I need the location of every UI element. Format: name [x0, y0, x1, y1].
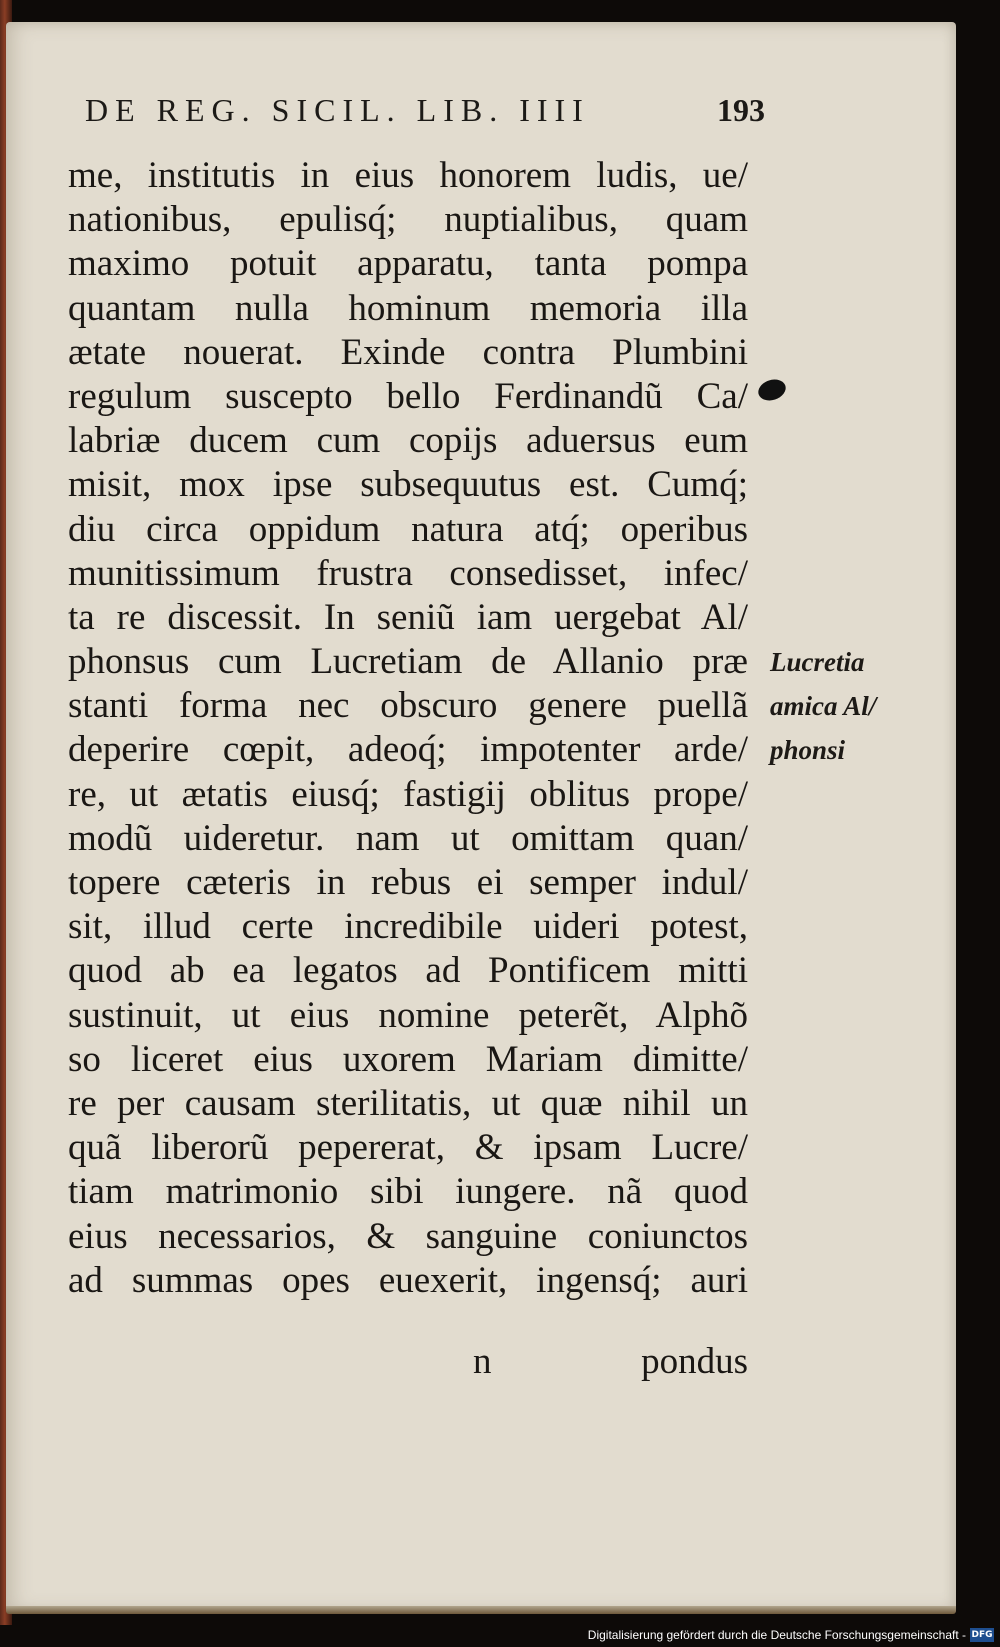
- text-line: deperire cœpit, adeoq́; impotenter arde/: [68, 729, 748, 771]
- text-line: ad summas opes euexerit, ingensq́; auri: [68, 1259, 748, 1301]
- catchword: pondus: [641, 1341, 748, 1382]
- signature-mark: n: [473, 1341, 492, 1382]
- text-line: maximo potuit apparatu, tanta pompa: [68, 243, 748, 285]
- text-line: ætate nouerat. Exinde contra Plumbini: [68, 331, 748, 373]
- text-line: modũ uideretur. nam ut omittam quan/: [68, 817, 748, 859]
- text-line: nationibus, epulisq́; nuptialibus, quam: [68, 199, 748, 241]
- main-text-block: [68, 154, 748, 1303]
- text-line: phonsus cum Lucretiam de Allanio præ: [68, 641, 748, 683]
- text-line: misit, mox ipse subsequutus est. Cumq́;: [68, 464, 748, 506]
- page-bottom-edge: [6, 1606, 956, 1614]
- marginal-note-line: amica Al/: [770, 691, 877, 721]
- text-line: eius necessarios, & sanguine coniunctos: [68, 1215, 748, 1257]
- running-head: [85, 92, 765, 129]
- text-line: topere cæteris in rebus ei semper indul/: [68, 862, 748, 903]
- text-line: ta re discessit. In seniũ iam uergebat Al/: [68, 596, 748, 638]
- marginal-note-line: Lucretia: [770, 647, 865, 677]
- text-line: sustinuit, ut eius nomine peterẽt, Alphõ: [68, 994, 748, 1036]
- text-line: me, institutis in eius honorem ludis, ue/: [68, 155, 748, 196]
- marginal-note: [770, 640, 920, 772]
- marginal-note-line: phonsi: [770, 735, 846, 765]
- text-line: sit, illud certe incredibile uideri potest,: [68, 906, 748, 948]
- page-foot: [68, 1340, 748, 1384]
- text-line: quod ab ea legatos ad Pontificem mitti: [68, 950, 748, 992]
- text-line: regulum suscepto bello Ferdinandũ Ca/: [68, 375, 748, 417]
- text-line: re, ut ætatis eiusq́; fastigij oblitus prope/: [68, 773, 748, 815]
- dfg-logo: DFG: [971, 1630, 993, 1640]
- page-number: 193: [717, 92, 765, 128]
- text-line: munitissimum frustra consedisset, infec/: [68, 552, 748, 594]
- running-head-title: DE REG. SICIL. LIB. IIII: [85, 92, 590, 128]
- text-line: re per causam sterilitatis, ut quæ nihil un: [68, 1082, 748, 1124]
- text-line: tiam matrimonio sibi iungere. nã quod: [68, 1171, 748, 1213]
- text-line: stanti forma nec obscuro genere puellã: [68, 685, 748, 727]
- digitization-footer: [0, 1625, 1000, 1647]
- text-line: quantam nulla hominum memoria illa: [68, 287, 748, 329]
- text-line: diu circa oppidum natura atq́; operibus: [68, 508, 748, 550]
- text-line: labriæ ducem cum copijs aduersus eum: [68, 420, 748, 462]
- text-line: quã liberorũ pepererat, & ipsam Lucre/: [68, 1127, 748, 1169]
- funding-credit: Digitalisierung gefördert durch die Deutsche Forschungsgemeinschaft -: [587, 1628, 966, 1642]
- text-line: so liceret eius uxorem Mariam dimitte/: [68, 1038, 748, 1080]
